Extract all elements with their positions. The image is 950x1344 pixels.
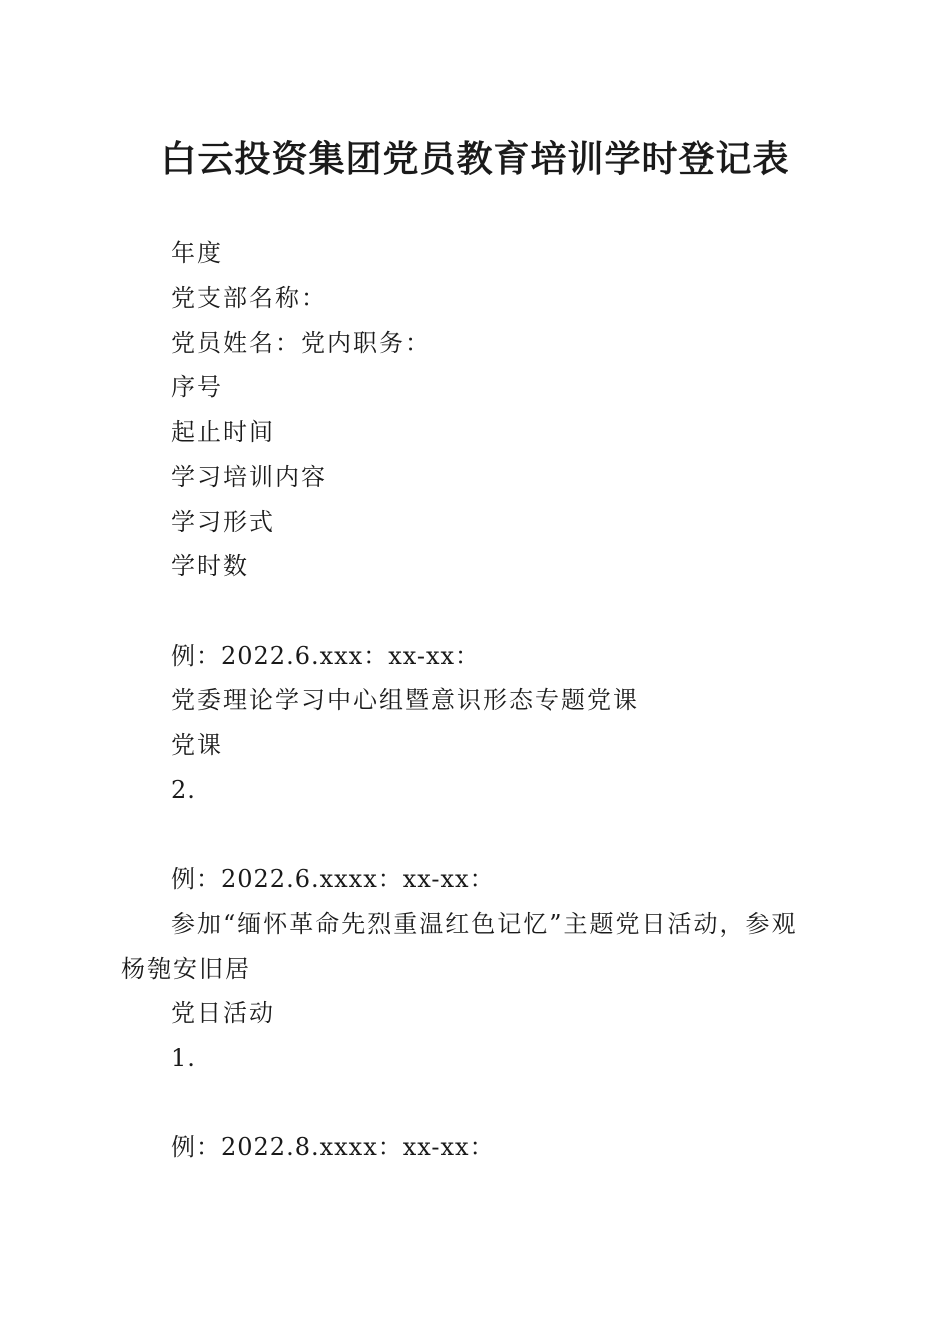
column-content: 学习培训内容 bbox=[171, 463, 327, 491]
example-2-content-line1: 参加“缅怀革命先烈重温红色记忆”主题党日活动，参观 bbox=[171, 910, 798, 938]
column-form: 学习形式 bbox=[171, 508, 275, 536]
column-period: 起止时间 bbox=[171, 418, 275, 446]
document-title: 白云投资集团党员教育培训学时登记表 bbox=[160, 138, 790, 180]
example-1-date: 例：2022.6.xxx：xx-xx： bbox=[171, 642, 481, 670]
example-2-form: 党日活动 bbox=[171, 999, 275, 1027]
example-2-date: 例：2022.6.xxxx：xx-xx： bbox=[171, 865, 495, 893]
column-seq: 序号 bbox=[171, 373, 223, 401]
example-1-content: 党委理论学习中心组暨意识形态专题党课 bbox=[171, 686, 639, 714]
example-2-content-line2: 杨匏安旧居 bbox=[121, 955, 251, 983]
field-branch-name: 党支部名称： bbox=[171, 284, 327, 312]
field-year: 年度 bbox=[171, 239, 223, 267]
example-1-form: 党课 bbox=[171, 731, 223, 759]
example-3-date: 例：2022.8.xxxx：xx-xx： bbox=[171, 1133, 495, 1161]
field-member-name-position: 党员姓名：党内职务： bbox=[171, 329, 431, 357]
column-hours: 学时数 bbox=[171, 552, 249, 580]
example-1-hours: 2. bbox=[171, 776, 196, 804]
example-2-hours: 1. bbox=[171, 1044, 196, 1072]
